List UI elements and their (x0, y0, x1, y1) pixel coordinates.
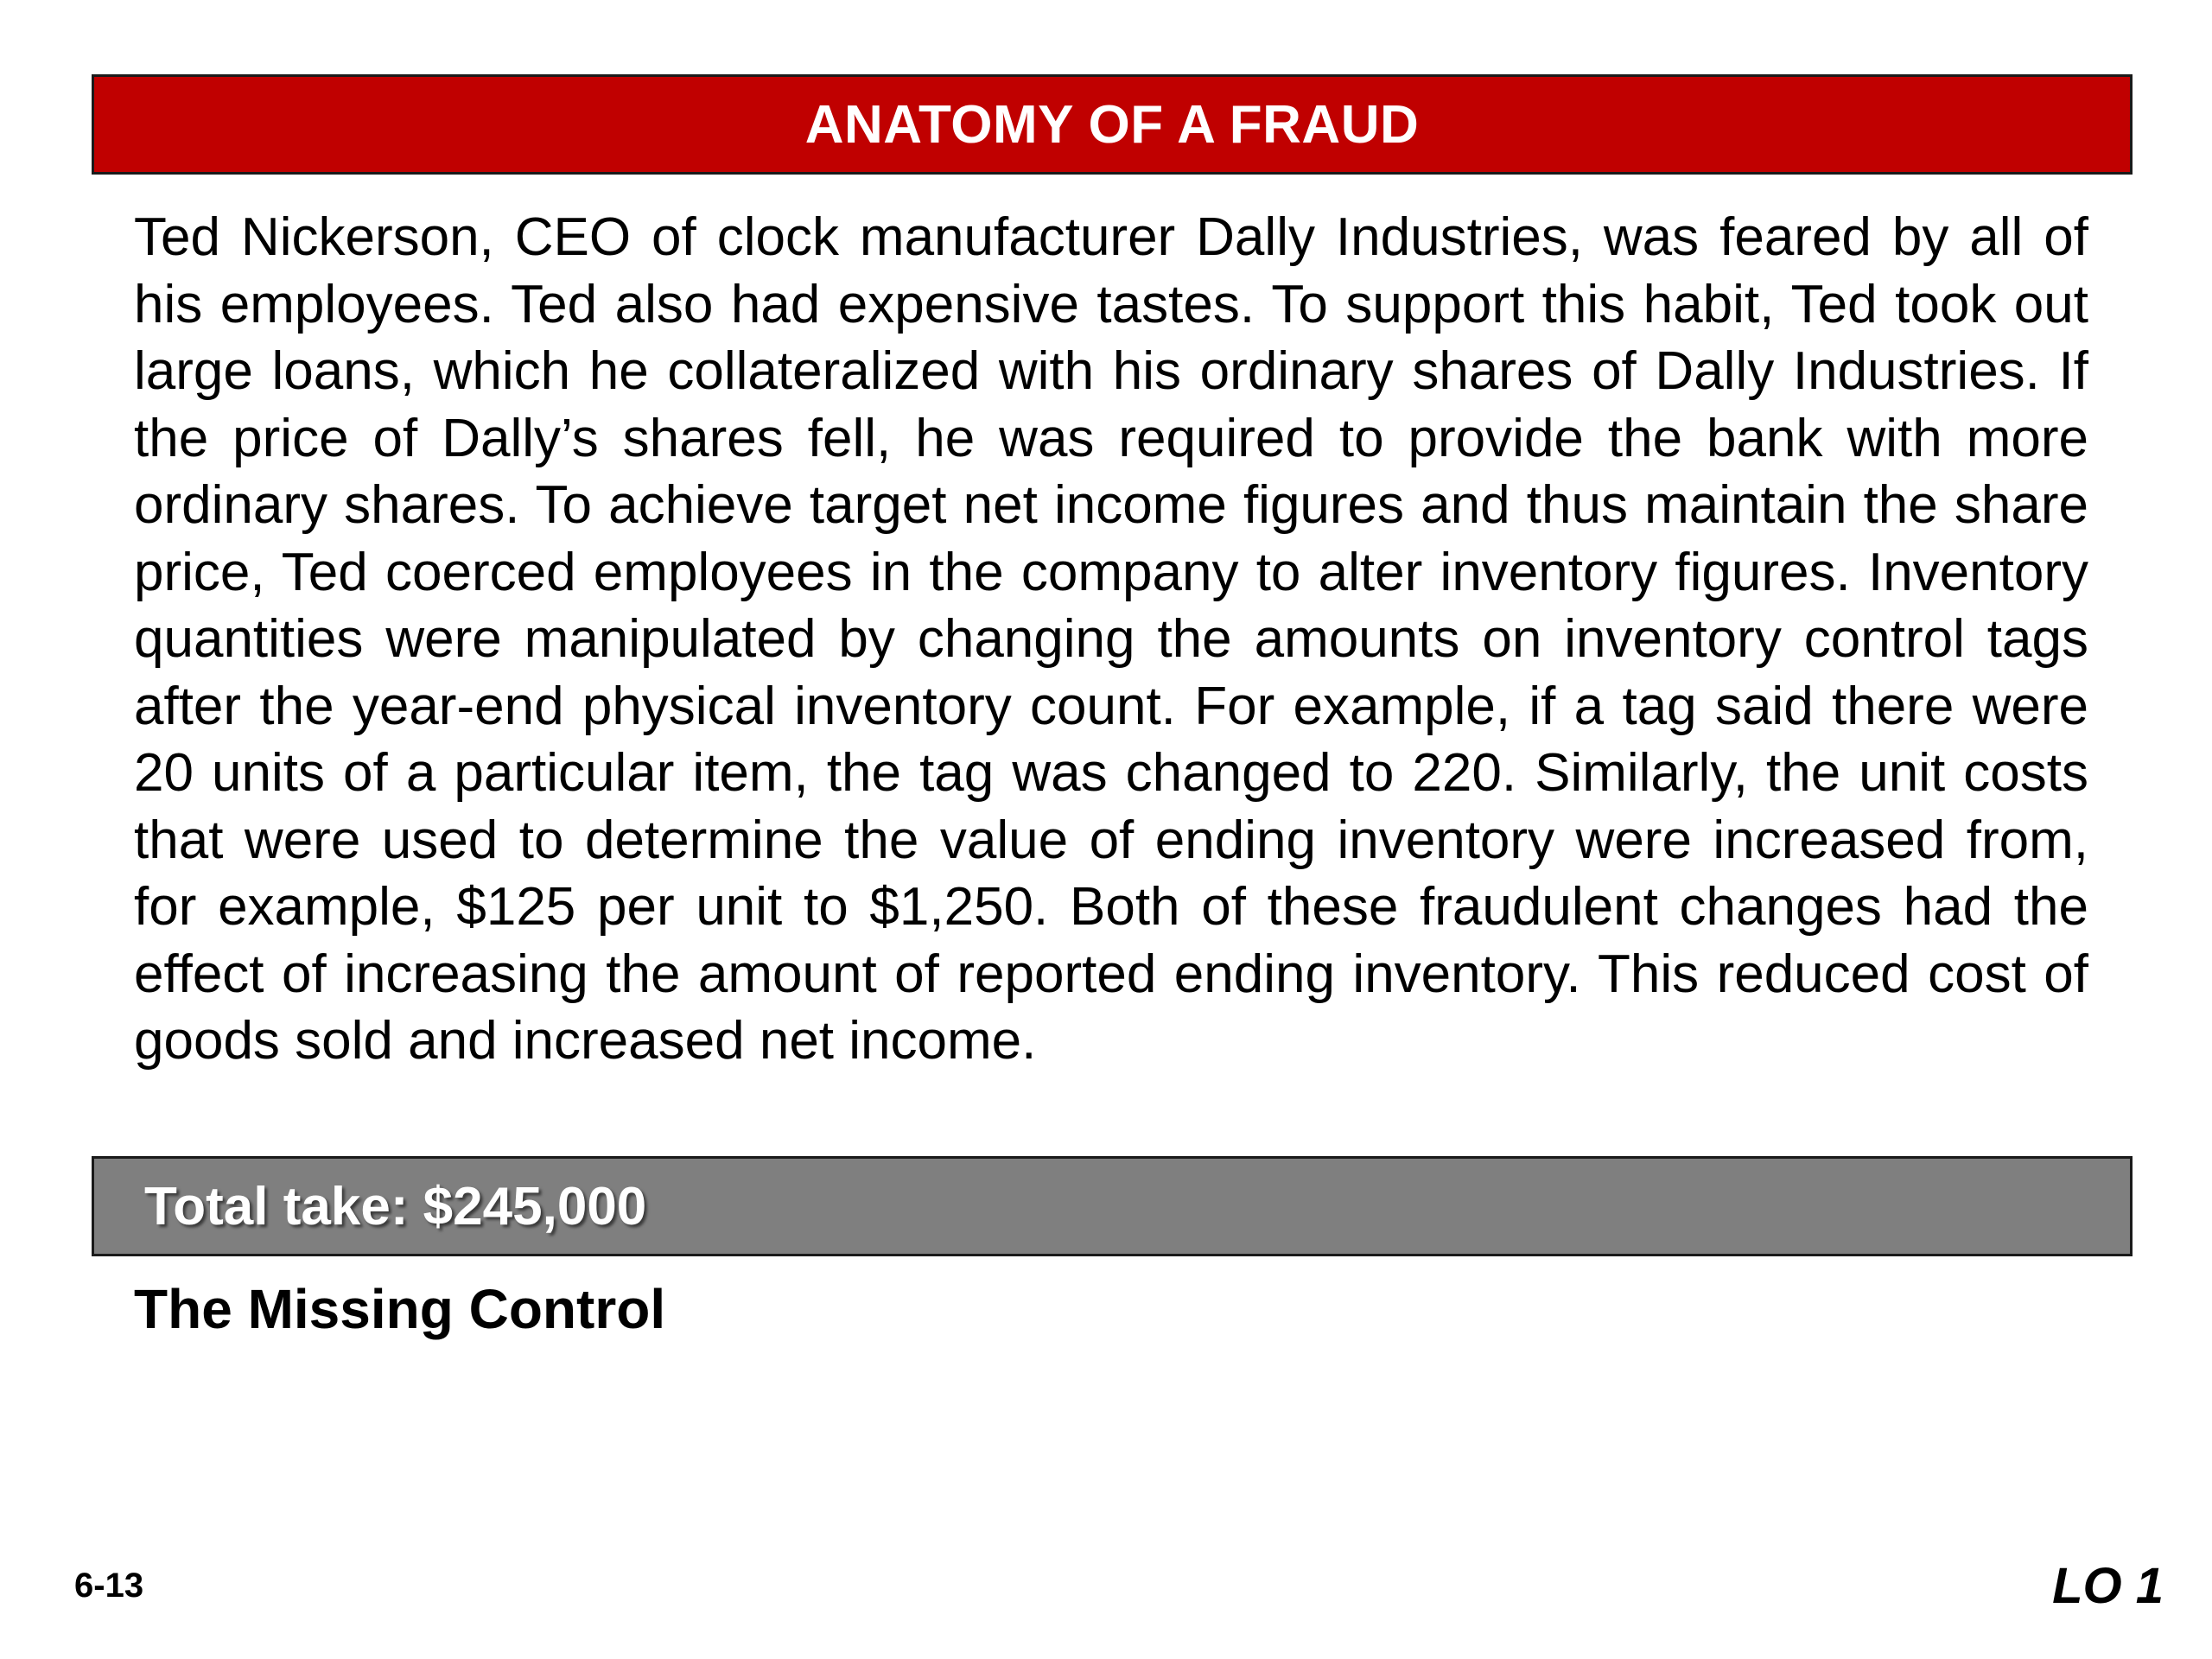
learning-objective-tag: LO 1 (2052, 1558, 2164, 1614)
missing-control-heading: The Missing Control (134, 1278, 666, 1340)
title-banner (92, 74, 2133, 175)
page-number: 6-13 (74, 1567, 144, 1605)
fraud-narrative: Ted Nickerson, CEO of clock manufacturer Dally Industries, was feared by all of his employees. Ted also had expensive tastes. To support this habit, Ted took out large loans, which he collateralized with his ordinary shares of Dally Industries. If the price of Dally’s shares fell, he was required to provide the bank with more ordinary shares. To achieve target net income figures and thus maintain the share price, Ted coerced employees in the company to alter inventory figures. Inventory quantities were manipulated by changing the amounts on inventory control tags after the year-end physical inventory count. For example, if a tag said there were 20 units of a particular item, the tag was changed to 220. Similarly, the unit costs that were used to determine the value of ending inventory were increased from, for example, $125 per unit to $1,250. Both of these fraudulent changes had the effect of increasing the amount of reported ending inventory. This reduced cost of goods sold and increased net income. (134, 207, 2088, 1071)
total-take-banner (92, 1156, 2133, 1256)
slide-title: ANATOMY OF A FRAUD (804, 94, 1420, 155)
total-take-label: Total take: $245,000 (144, 1176, 647, 1236)
